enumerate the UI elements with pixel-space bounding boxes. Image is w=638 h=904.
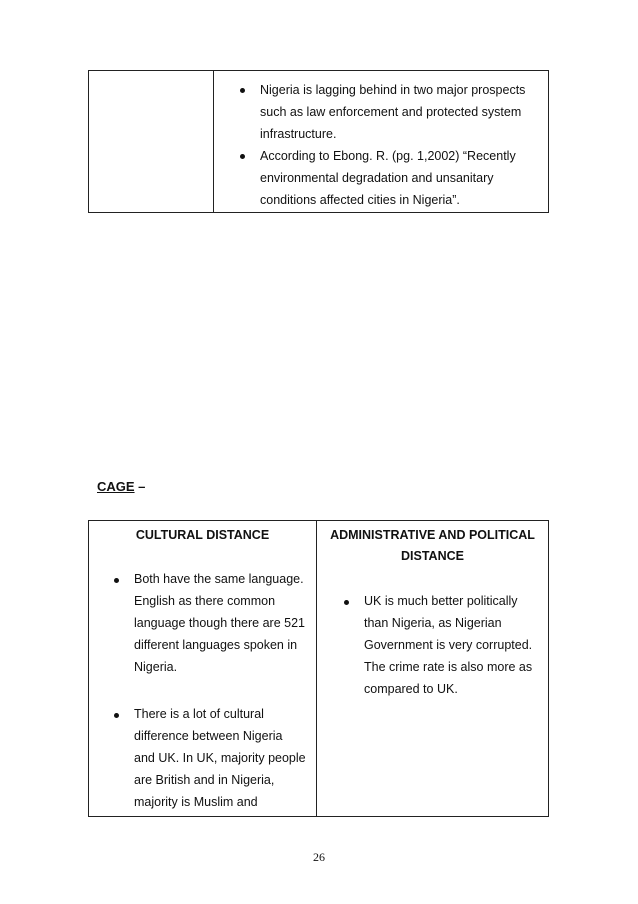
text-line: different languages spoken in <box>134 638 298 652</box>
section-heading-title: CAGE <box>97 479 135 494</box>
text-line: language though there are 521 <box>134 616 305 630</box>
text-line: According to Ebong. R. (pg. 1,2002) “Recently <box>260 149 516 163</box>
page-number: 26 <box>313 850 325 864</box>
bullet-icon <box>114 578 119 583</box>
bullet-icon <box>344 600 349 605</box>
text-line: Government is very corrupted. <box>364 638 533 652</box>
text-line: such as law enforcement and protected system <box>260 105 522 119</box>
text-line: Nigeria is lagging behind in two major prospects <box>260 83 526 97</box>
text-line: conditions affected cities in Nigeria”. <box>260 193 460 207</box>
column-heading-cultural: CULTURAL DISTANCE <box>135 528 270 542</box>
top-table-right-cell <box>215 71 548 212</box>
text-line: Nigeria. <box>134 660 178 674</box>
text-line: infrastructure. <box>260 127 337 141</box>
text-line: English as there common <box>134 594 276 608</box>
cage-table <box>88 520 549 817</box>
list-item <box>260 79 525 145</box>
column-heading-administrative-line2: DISTANCE <box>401 549 464 563</box>
bullet-icon <box>114 713 119 718</box>
text-line: UK is much better politically <box>364 594 518 608</box>
text-line: compared to UK. <box>364 682 458 696</box>
text-line: The crime rate is also more as <box>364 660 533 674</box>
text-line: difference between Nigeria <box>134 729 283 743</box>
text-line: than Nigeria, as Nigerian <box>364 616 502 630</box>
text-line: are British and in Nigeria, <box>134 773 275 787</box>
top-table <box>88 70 549 213</box>
text-line: majority is Muslim and <box>134 795 258 809</box>
text-line: There is a lot of cultural <box>134 707 264 721</box>
text-line: and UK. In UK, majority people <box>134 751 306 765</box>
bullet-icon <box>240 154 245 159</box>
bullet-icon <box>240 88 245 93</box>
text-line: Both have the same language. <box>134 572 304 586</box>
text-line: environmental degradation and unsanitary <box>260 171 494 185</box>
column-heading-administrative: ADMINISTRATIVE AND POLITICAL <box>330 528 535 542</box>
top-table-left-cell <box>89 71 214 212</box>
list-item <box>260 145 516 211</box>
section-heading <box>97 479 145 494</box>
section-heading-dash: – <box>134 479 146 494</box>
